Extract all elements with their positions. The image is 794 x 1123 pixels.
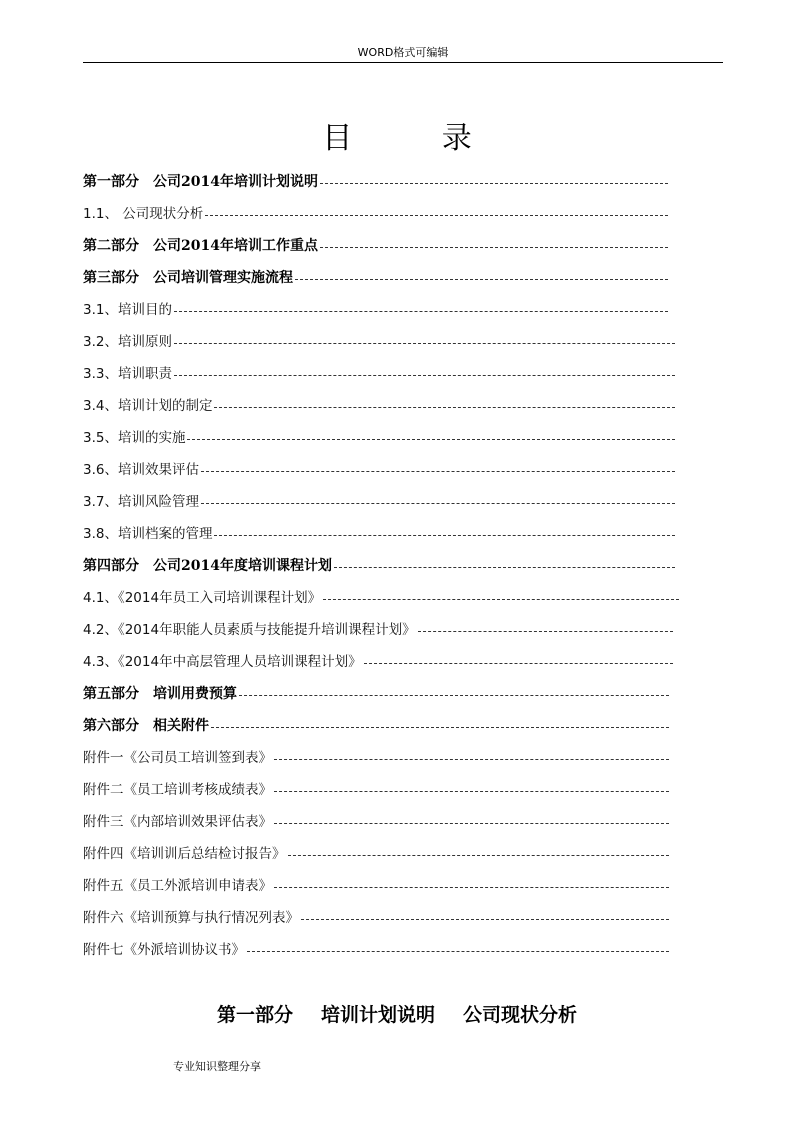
toc-leader-dashes — [201, 471, 675, 472]
page-header: WORD格式可编辑 — [83, 44, 723, 63]
toc-entry[interactable] — [83, 806, 683, 838]
toc-leader-dashes — [274, 887, 669, 888]
toc-leader-dashes — [187, 439, 675, 440]
toc-leader-dashes — [214, 407, 675, 408]
toc-leader-dashes — [274, 759, 669, 760]
toc-entry[interactable] — [83, 230, 683, 262]
toc-entry-text: 第四部分 公司2014年度培训课程计划 — [83, 558, 332, 574]
toc-leader-dashes — [274, 823, 669, 824]
section-heading — [0, 1000, 794, 1030]
toc-entry-text: 3.5、培训的实施 — [83, 430, 186, 446]
toc-entry-text: 3.7、培训风险管理 — [83, 494, 199, 510]
toc-entry[interactable] — [83, 678, 683, 710]
toc-entry-text: 3.8、培训档案的管理 — [83, 526, 213, 542]
toc-leader-dashes — [323, 599, 679, 600]
toc-leader-dashes — [295, 279, 668, 280]
toc-leader-dashes — [239, 695, 669, 696]
toc-entry-text: 3.4、培训计划的制定 — [83, 398, 213, 414]
toc-entry[interactable] — [83, 518, 683, 550]
toc-entry-text: 4.1、《2014年员工入司培训课程计划》 — [83, 590, 322, 606]
toc-entry[interactable] — [83, 870, 683, 902]
toc-entry-text: 附件二《员工培训考核成绩表》 — [83, 782, 272, 798]
toc-entry[interactable] — [83, 582, 683, 614]
toc-entry[interactable] — [83, 614, 683, 646]
toc-leader-dashes — [334, 567, 675, 568]
toc-leader-dashes — [320, 183, 668, 184]
toc-leader-dashes — [205, 215, 668, 216]
toc-leader-dashes — [174, 311, 668, 312]
toc-entry-text: 3.2、培训原则 — [83, 334, 172, 350]
toc-entry-text: 第六部分 相关附件 — [83, 718, 209, 734]
toc-leader-dashes — [211, 727, 669, 728]
toc-entry[interactable] — [83, 774, 683, 806]
toc-entry[interactable] — [83, 358, 683, 390]
toc-leader-dashes — [174, 375, 675, 376]
toc-entry-text: 附件一《公司员工培训签到表》 — [83, 750, 272, 766]
toc-entry[interactable] — [83, 710, 683, 742]
toc-entry[interactable] — [83, 486, 683, 518]
toc-entry-text: 3.3、培训职责 — [83, 366, 172, 382]
toc-entry[interactable] — [83, 550, 683, 582]
toc-leader-dashes — [288, 855, 669, 856]
toc-entry-text: 附件七《外派培训协议书》 — [83, 942, 245, 958]
toc-entry-text: 4.3、《2014年中高层管理人员培训课程计划》 — [83, 654, 362, 670]
toc-entry[interactable] — [83, 390, 683, 422]
toc-title: 目 录 — [322, 121, 512, 156]
toc-entry-text: 3.1、培训目的 — [83, 302, 172, 318]
toc-leader-dashes — [274, 791, 669, 792]
toc-leader-dashes — [214, 535, 675, 536]
toc-entry-text: 4.2、《2014年职能人员素质与技能提升培训课程计划》 — [83, 622, 416, 638]
section-part: 第一部分 — [216, 1004, 293, 1026]
toc-entry[interactable] — [83, 166, 683, 198]
toc-leader-dashes — [320, 247, 668, 248]
toc-entry-text: 第三部分 公司培训管理实施流程 — [83, 270, 293, 286]
toc-leader-dashes — [201, 503, 675, 504]
toc-leader-dashes — [364, 663, 673, 664]
page-footer: 专业知识整理分享 — [173, 1060, 261, 1073]
toc-entry[interactable] — [83, 454, 683, 486]
table-of-contents — [83, 166, 683, 966]
toc-leader-dashes — [247, 951, 669, 952]
toc-entry[interactable] — [83, 646, 683, 678]
toc-entry-text: 1.1、 公司现状分析 — [83, 206, 204, 222]
toc-entry[interactable] — [83, 198, 683, 230]
toc-entry-text: 第二部分 公司2014年培训工作重点 — [83, 238, 318, 254]
toc-entry[interactable] — [83, 326, 683, 358]
toc-leader-dashes — [301, 919, 669, 920]
toc-entry[interactable] — [83, 902, 683, 934]
toc-entry[interactable] — [83, 294, 683, 326]
toc-entry[interactable] — [83, 838, 683, 870]
toc-entry[interactable] — [83, 422, 683, 454]
toc-leader-dashes — [174, 343, 675, 344]
section-name: 培训计划说明 — [320, 1004, 435, 1026]
toc-entry-text: 附件六《培训预算与执行情况列表》 — [83, 910, 299, 926]
toc-entry-text: 第五部分 培训用费预算 — [83, 686, 237, 702]
toc-entry-text: 附件四《培训训后总结检讨报告》 — [83, 846, 286, 862]
toc-entry-text: 附件五《员工外派培训申请表》 — [83, 878, 272, 894]
section-subtitle: 公司现状分析 — [463, 1004, 578, 1026]
toc-leader-dashes — [418, 631, 673, 632]
toc-entry-text: 附件三《内部培训效果评估表》 — [83, 814, 272, 830]
toc-entry-text: 3.6、培训效果评估 — [83, 462, 199, 478]
toc-entry[interactable] — [83, 934, 683, 966]
toc-entry[interactable] — [83, 742, 683, 774]
toc-entry[interactable] — [83, 262, 683, 294]
toc-entry-text: 第一部分 公司2014年培训计划说明 — [83, 174, 318, 190]
